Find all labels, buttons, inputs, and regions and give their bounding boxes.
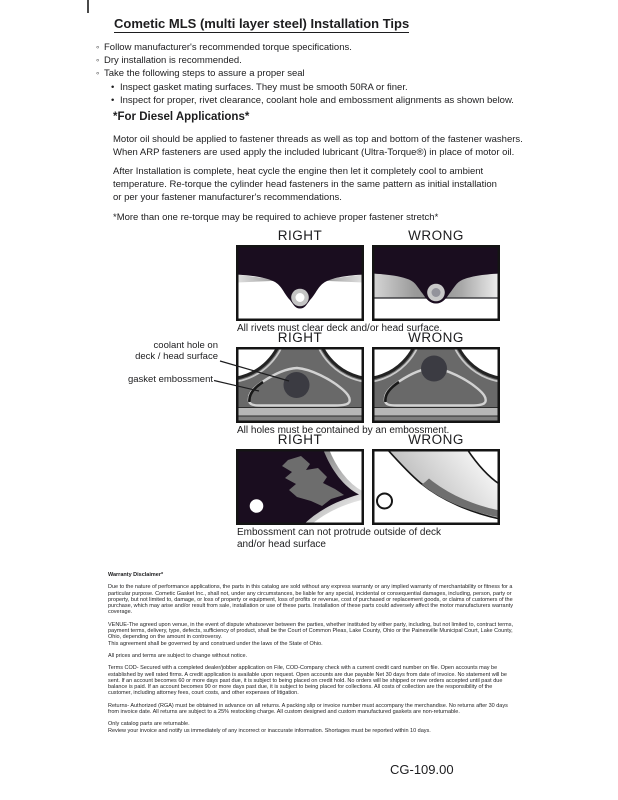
- rivet-caption: All rivets must clear deck and/or head surface.: [237, 323, 443, 334]
- list-sub-item: • Inspect gasket mating surfaces. They must be smooth 50RA or finer.: [96, 81, 514, 94]
- coolant-hole-icon: [284, 372, 310, 398]
- warranty-paragraph: Terms COD- Secured with a completed dealer/jobber application on File, COD-Company check with a current credit card number on file. Open accounts may be established by well rated firms. A credit application is available upon request. Open accounts are due payable Net 30 days from date of invoice. No statement will be sent. If an account becomes 60 or more days past due, it is subject to being placed on credit hold. No orders will be shipped or new orders accepted until past due balance is paid. If an account becomes 90 or more days past due, it is subject to being placed for collections. All costs of collection are the responsibility of the customer, including attorney fees, court costs, and other expenses of litigation.: [108, 665, 507, 697]
- embossment-wrong-diagram: [372, 449, 500, 525]
- right-label: RIGHT: [277, 432, 323, 447]
- gasket-embossment-label: gasket embossment: [127, 374, 213, 385]
- bolt-hole-icon: [250, 499, 264, 513]
- coolant-hole-caption: All holes must be contained by an embossment.: [237, 425, 450, 436]
- warranty-disclaimer: [108, 572, 514, 740]
- paragraph-line: or per your fastener manufacturer's recommendations.: [113, 192, 342, 203]
- diesel-paragraph-2: [113, 165, 497, 204]
- warranty-paragraph: This agreement shall be governed by and construed under the laws of the State of Ohio.: [108, 640, 323, 647]
- list-item: ◦ Take the following steps to assure a proper seal: [96, 67, 514, 80]
- warranty-paragraph: Only catalog parts are returnable.: [108, 721, 190, 728]
- coolant-hole-right-diagram: [236, 347, 364, 423]
- wrong-label: WRONG: [408, 330, 464, 345]
- paragraph-line: After Installation is complete, heat cycle the engine then let it completely cool to ambient: [113, 166, 484, 177]
- diesel-paragraph-1: [113, 133, 523, 159]
- warranty-paragraph: Returns- Authorized (RGA) must be obtained in advance on all returns. A packing slip or invoice number must accompany the merchandise. No returns after 30 days from invoice date. All returns are subject to a 25% restocking charge. All custom designed and custom manufactured gaskets are non-returnable.: [108, 702, 508, 716]
- right-label: RIGHT: [277, 330, 323, 345]
- embossment-caption: [237, 527, 441, 551]
- warranty-paragraph: VENUE-The agreed upon venue, in the event of dispute whatsoever between the parties, whether instituted by either party, including, but not limited to, contract terms, payment terms, delivery, type, defects, sufficiency of product, shall be the Court of Common Pleas, Lake County, Ohio or the Painesville Municipal Court, Lake County, Ohio, depending on the amount in controversy.: [108, 621, 513, 641]
- installation-tips-list: [96, 41, 514, 107]
- warranty-heading: Warranty Disclaimer*: [108, 572, 164, 578]
- right-label: RIGHT: [277, 228, 323, 243]
- list-item: ◦ Follow manufacturer's recommended torque specifications.: [96, 41, 514, 54]
- paragraph-line: Motor oil should be applied to fastener threads as well as top and bottom of the fastener washers.: [113, 134, 523, 145]
- coolant-hole-label: [100, 340, 218, 362]
- list-sub-item: • Inspect for proper, rivet clearance, coolant hole and embossment alignments as shown below.: [96, 94, 514, 107]
- warranty-paragraph: All prices and terms are subject to change without notice.: [108, 652, 248, 659]
- page-title: Cometic MLS (multi layer steel) Installation Tips: [114, 16, 410, 31]
- wrong-label: WRONG: [408, 432, 464, 447]
- coolant-hole-icon: [421, 356, 447, 382]
- label-line: coolant hole on: [153, 340, 218, 351]
- embossment-right-diagram: [236, 449, 364, 525]
- page-code: CG-109.00: [390, 762, 454, 777]
- paragraph-line: When ARP fasteners are used apply the included lubricant (Ultra-Torque®) in place of motor oil.: [113, 147, 515, 158]
- warranty-paragraph: Due to the nature of performance applications, the parts in this catalog are sold without any express warranty or any implied warranty of merchantability or fitness for a particular purpose. Cometic Gasket Inc., shall not, under any circumstances, be liable for any special, incidental or consequential damages, including, person, party or property, but not limited to, damage, or loss of property or equipment, loss of profits or revenue, cost of purchased or replacement goods, or claims of customers of the purchase, which may arise and/or result from sale, installation or use of these parts. Installation of these parts could adversely affect the motor manufacturers warranty coverage.: [108, 584, 513, 616]
- label-line: deck / head surface: [135, 351, 218, 362]
- warranty-paragraph: Review your invoice and notify us immediately of any incorrect or inaccurate information. Shortages must be reported within 10 days.: [108, 727, 431, 734]
- diesel-paragraph-3: *More than one re-torque may be required to achieve proper fastener stretch*: [113, 212, 439, 223]
- scan-artifact-line: [87, 0, 89, 13]
- rivet-clearance-wrong-diagram: [372, 245, 500, 321]
- paragraph-line: temperature. Re-torque the cylinder head fasteners in the same pattern as initial installation: [113, 179, 497, 190]
- caption-line: Embossment can not protrude outside of deck: [237, 527, 442, 538]
- caption-line: and/or head surface: [237, 539, 326, 550]
- bolt-hole-icon: [377, 494, 392, 509]
- list-item: ◦ Dry installation is recommended.: [96, 54, 514, 67]
- diesel-applications-heading: *For Diesel Applications*: [113, 111, 250, 123]
- coolant-hole-wrong-diagram: [372, 347, 500, 423]
- wrong-label: WRONG: [408, 228, 464, 243]
- rivet-clearance-right-diagram: [236, 245, 364, 321]
